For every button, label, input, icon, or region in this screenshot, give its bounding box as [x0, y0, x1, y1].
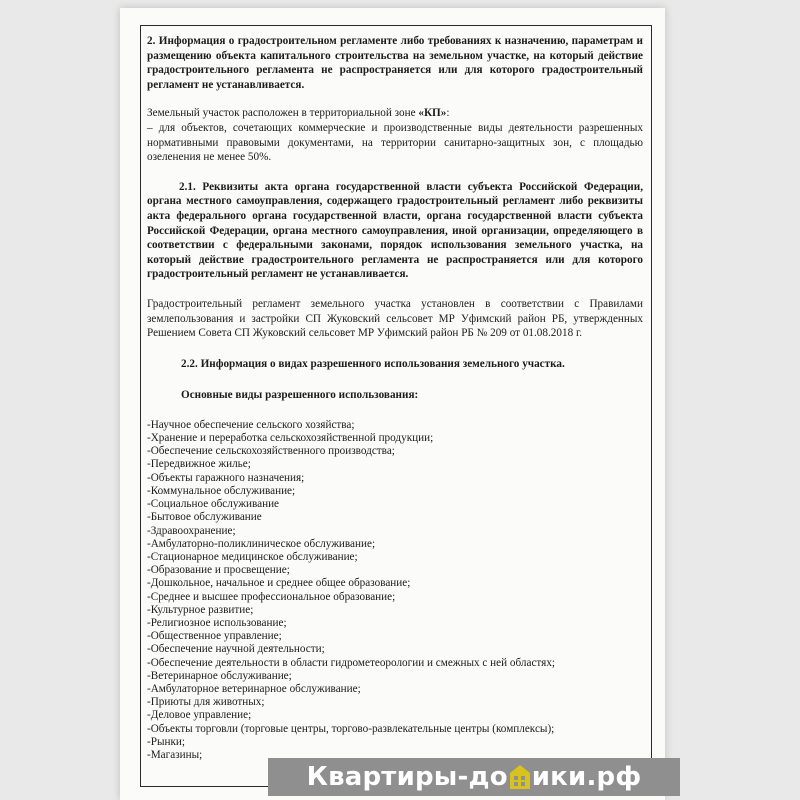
permitted-use-item: -Научное обеспечение сельского хозяйства;: [147, 418, 355, 431]
permitted-use-item: -Ветеринарное обслуживание;: [147, 669, 292, 682]
permitted-use-item: -Обеспечение сельскохозяйственного производства;: [147, 445, 395, 458]
section-2-1-heading: 2.1. Реквизиты акта органа государственной власти субъекта Российской Федерации, органа местного самоуправления, содержащего градостроительный регламент либо реквизиты акта федерального органа государственной власти, органа государственной власти субъекта Российской Федерации, органа местного самоуправления, иной организации, определяющего в соответствии с федеральными законами, порядок использования земельного участка, на который действие градостроительного регламента не распространяется или для которого градостроительный регламент не устанавливается.: [147, 180, 643, 281]
permitted-use-item: -Передвижное жилье;: [147, 458, 251, 471]
permitted-use-item: -Магазины;: [147, 748, 203, 761]
zone-prefix: Земельный участок расположен в территориальной зоне: [147, 107, 419, 120]
permitted-use-item: -Обеспечение научной деятельности;: [147, 643, 325, 656]
house-icon: [509, 764, 531, 790]
section-2-heading: 2. Информация о градостроительном регламенте либо требованиях к назначению, параметрам и размещению объекта капитального строительства на земельном участке, на который действие градостроительного регламента не распространяется или для которого градостроительный регламент не устанавливается.: [147, 35, 643, 91]
zone-paragraph: [147, 106, 643, 164]
zone-suffix: :: [446, 107, 450, 120]
permitted-use-item: -Амбулаторное ветеринарное обслуживание;: [147, 682, 361, 695]
permitted-use-item: -Коммунальное обслуживание;: [147, 484, 296, 497]
watermark-text-end: ики.рф: [531, 762, 642, 792]
permitted-use-item: -Религиозное использование;: [147, 616, 287, 629]
permitted-use-item: -Дошкольное, начальное и среднее общее образование;: [147, 577, 411, 590]
zone-code: «КП»: [418, 107, 447, 120]
permitted-use-item: -Обеспечение деятельности в области гидрометеорологии и смежных с ней областях;: [147, 656, 556, 669]
permitted-use-item: -Культурное развитие;: [147, 603, 254, 616]
permitted-use-item: -Социальное обслуживание: [147, 498, 280, 511]
permitted-use-item: -Бытовое обслуживание: [147, 511, 262, 524]
section-2-2-heading: 2.2. Информация о видах разрешенного использования земельного участка.: [181, 357, 565, 370]
document-content: [147, 34, 643, 762]
permitted-use-item: -Объекты торговли (торговые центры, торгово-развлекательные центры (комплексы);: [147, 722, 555, 735]
permitted-use-item: -Приюты для животных;: [147, 696, 265, 709]
watermark-banner: [268, 758, 680, 796]
permitted-use-item: -Амбулаторно-поликлиническое обслуживание;: [147, 537, 376, 550]
permitted-use-item: -Здравоохранение;: [147, 524, 236, 537]
watermark-text-start: Квартиры-до: [306, 762, 508, 792]
permitted-use-item: -Хранение и переработка сельскохозяйственной продукции;: [147, 432, 434, 445]
permitted-use-item: -Объекты гаражного назначения;: [147, 471, 305, 484]
permitted-use-item: -Среднее и высшее профессиональное образование;: [147, 590, 396, 603]
regulation-text: Градостроительный регламент земельного участка установлен в соответствии с Правилами землепользования и застройки СП Жуковский сельсовет МР Уфимский район РБ, утвержденных Решением Совета СП Жуковский сельсовет МР Уфимский район РБ № 209 от 01.08.2018 г.: [147, 297, 643, 340]
permitted-use-item: -Общественное управление;: [147, 630, 282, 643]
permitted-use-item: -Деловое управление;: [147, 709, 252, 722]
main-uses-heading: Основные виды разрешенного использования:: [181, 389, 419, 402]
permitted-use-item: -Стационарное медицинское обслуживание;: [147, 550, 358, 563]
permitted-uses-list: [147, 419, 643, 762]
permitted-use-item: -Рынки;: [147, 735, 185, 748]
zone-description: – для объектов, сочетающих коммерческие и производственные виды деятельности разрешенных нормативными правовыми документами, на территории санитарно-защитных зон, с площадью озеленения не менее 50%.: [147, 121, 643, 164]
permitted-use-item: -Образование и просвещение;: [147, 564, 290, 577]
